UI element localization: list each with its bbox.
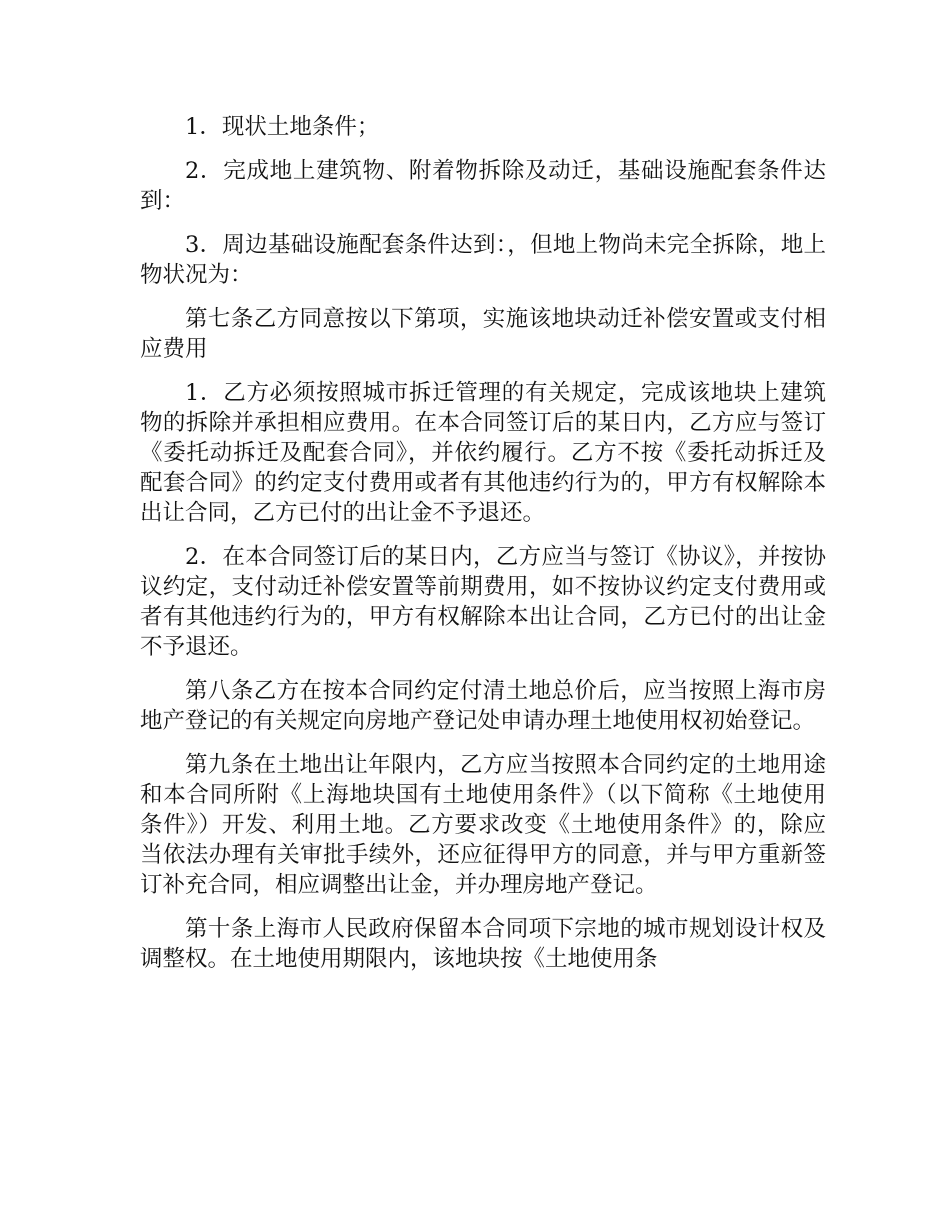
paragraph-article-9: 第九条在土地出让年限内，乙方应当按照本合同约定的土地用途和本合同所附《上海地块国有土地使用条件》（以下简称《土地使用条件》）开发、利用土地。乙方要求改变《土地使用条件》的，除应当依法办理有关审批手续外，还应征得甲方的同意，并与甲方重新签订补充合同，相应调整出让金，并办理房地产登记。 (140, 752, 826, 898)
paragraph-article-7: 第七条乙方同意按以下第项，实施该地块动迁补偿安置或支付相应费用 (140, 306, 826, 362)
paragraph-article-8: 第八条乙方在按本合同约定付清土地总价后，应当按照上海市房地产登记的有关规定向房地产登记处申请办理土地使用权初始登记。 (140, 678, 826, 734)
paragraph-article-10: 第十条上海市人民政府保留本合同项下宗地的城市规划设计权及调整权。在土地使用期限内，该地块按《土地使用条 (140, 916, 826, 972)
paragraph-surrounding-infrastructure: 3．周边基础设施配套条件达到：，但地上物尚未完全拆除，地上物状况为： (140, 232, 826, 288)
paragraph-site-condition: 1．现状土地条件； (185, 114, 380, 140)
paragraph-article-7-item-1: 1．乙方必须按照城市拆迁管理的有关规定，完成该地块上建筑物的拆除并承担相应费用。在本合同签订后的某日内，乙方应与签订《委托动拆迁及配套合同》，并依约履行。乙方不按《委托动拆迁及配套合同》的约定支付费用或者有其他违约行为的，甲方有权解除本出让合同，乙方已付的出让金不予退还。 (140, 380, 826, 526)
document-body (140, 112, 826, 988)
paragraph-demolition-condition: 2．完成地上建筑物、附着物拆除及动迁，基础设施配套条件达到： (140, 158, 826, 214)
paragraph-article-7-item-2: 2．在本合同签订后的某日内，乙方应当与签订《协议》，并按协议约定，支付动迁补偿安置等前期费用，如不按协议约定支付费用或者有其他违约行为的，甲方有权解除本出让合同，乙方已付的出让金不予退还。 (140, 544, 826, 660)
